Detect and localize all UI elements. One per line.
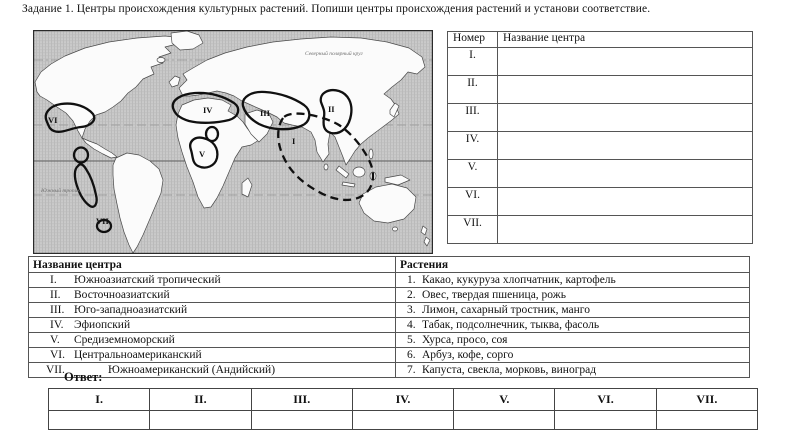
row-numeral: III. — [448, 104, 498, 132]
world-map-image — [33, 30, 433, 254]
answer-col-vii: VII. — [656, 389, 757, 411]
table-row — [448, 216, 753, 244]
answer-input-iv[interactable] — [352, 411, 453, 430]
map-label-vi: VI — [48, 115, 58, 125]
answer-col-i: I. — [49, 389, 150, 411]
map-label-ii: II — [328, 104, 335, 114]
plants-list: Овес, твердая пшеница, рожь — [422, 288, 566, 301]
answer-input-row — [49, 411, 758, 430]
center-numeral: IV. — [50, 318, 64, 331]
col-header-centers: Название центра — [29, 257, 396, 273]
answer-table — [48, 388, 758, 430]
table-row — [448, 104, 753, 132]
center-name: Эфиопский — [74, 318, 131, 331]
plants-list: Капуста, свекла, морковь, виноград — [422, 363, 597, 376]
center-item — [29, 348, 396, 363]
plants-number: 3. — [407, 303, 416, 316]
world-map — [33, 30, 433, 254]
table-row — [448, 76, 753, 104]
plants-item — [396, 273, 750, 288]
answer-input-i[interactable] — [49, 411, 150, 430]
row-numeral: V. — [448, 160, 498, 188]
plants-item — [396, 303, 750, 318]
table-row — [448, 48, 753, 76]
answer-col-ii: II. — [150, 389, 251, 411]
table-row — [29, 318, 750, 333]
plants-item — [396, 288, 750, 303]
plants-number: 7. — [407, 363, 416, 376]
table-row — [29, 348, 750, 363]
plants-list: Арбуз, кофе, сорго — [422, 348, 514, 361]
row-numeral: I. — [448, 48, 498, 76]
table-row — [29, 288, 750, 303]
iceland — [157, 58, 165, 63]
center-numeral: VII. — [46, 363, 65, 376]
answer-cell-vi[interactable] — [498, 188, 753, 216]
plants-item — [396, 333, 750, 348]
map-label-iii: III — [260, 108, 270, 118]
center-numeral: VI. — [50, 348, 66, 361]
row-numeral: II. — [448, 76, 498, 104]
center-item — [29, 273, 396, 288]
center-name: Южноамериканский (Андийский) — [108, 363, 276, 376]
center-name: Средиземноморский — [74, 333, 175, 346]
answer-cell-i[interactable] — [498, 48, 753, 76]
map-label-v: V — [199, 149, 206, 159]
table-row — [29, 273, 750, 288]
arctic-circle-caption: Северный полярный круг — [305, 51, 363, 57]
table-header-row — [448, 32, 753, 48]
center-name: Восточноазиатский — [74, 288, 170, 301]
plants-number: 4. — [407, 318, 416, 331]
plants-list: Хурса, просо, соя — [422, 333, 508, 346]
south-tropic-caption: Южный тропик — [41, 188, 80, 194]
answer-col-v: V. — [454, 389, 555, 411]
answer-input-v[interactable] — [454, 411, 555, 430]
table-row — [448, 132, 753, 160]
answer-cell-vii[interactable] — [498, 216, 753, 244]
center-item — [29, 303, 396, 318]
answer-cell-ii[interactable] — [498, 76, 753, 104]
col-header-plants: Растения — [396, 257, 750, 273]
answer-header-row — [49, 389, 758, 411]
table-row — [29, 363, 750, 378]
answer-cell-v[interactable] — [498, 160, 753, 188]
answer-input-iii[interactable] — [251, 411, 352, 430]
plants-list: Табак, подсолнечник, тыква, фасоль — [422, 318, 600, 331]
center-item — [29, 318, 396, 333]
center-item — [29, 333, 396, 348]
answer-input-ii[interactable] — [150, 411, 251, 430]
map-label-iv: IV — [203, 105, 213, 115]
center-numeral: II. — [50, 288, 61, 301]
task-title: Задание 1. Центры происхождения культурных растений. Попиши центры происхождения растений и установи соответствие. — [22, 3, 651, 15]
center-numeral: III. — [50, 303, 65, 316]
plants-item — [396, 348, 750, 363]
answer-label: Ответ: — [64, 370, 103, 384]
matching-table — [28, 256, 750, 378]
table-row — [29, 333, 750, 348]
answer-input-vii[interactable] — [656, 411, 757, 430]
plants-number: 1. — [407, 273, 416, 286]
philippines — [369, 149, 373, 159]
answer-cell-iii[interactable] — [498, 104, 753, 132]
center-numeral: V. — [50, 333, 60, 346]
plants-number: 6. — [407, 348, 416, 361]
sri-lanka — [324, 164, 328, 170]
map-label-i: I — [292, 136, 296, 146]
plants-list: Какао, кукуруза хлопчатник, картофель — [422, 273, 616, 286]
answer-col-iv: IV. — [352, 389, 453, 411]
plants-number: 5. — [407, 333, 416, 346]
row-numeral: VI. — [448, 188, 498, 216]
tasmania — [393, 227, 398, 231]
center-item — [29, 288, 396, 303]
table-row — [448, 160, 753, 188]
answer-cell-iv[interactable] — [498, 132, 753, 160]
plants-list: Лимон, сахарный тростник, манго — [422, 303, 590, 316]
center-name: Центральноамериканский — [74, 348, 202, 361]
table-header-row — [29, 257, 750, 273]
answer-col-vi: VI. — [555, 389, 656, 411]
plants-item — [396, 318, 750, 333]
table-row — [448, 188, 753, 216]
center-numeral: I. — [50, 273, 57, 286]
plants-item — [396, 363, 750, 378]
center-names-table — [447, 31, 753, 244]
answer-col-iii: III. — [251, 389, 352, 411]
row-numeral: VII. — [448, 216, 498, 244]
borneo — [353, 167, 365, 177]
col-header-center-name: Название центра — [498, 32, 753, 48]
center-name: Южноазиатский тропический — [74, 273, 221, 286]
row-numeral: IV. — [448, 132, 498, 160]
col-header-number: Номер — [448, 32, 498, 48]
plants-number: 2. — [407, 288, 416, 301]
center-name: Юго-западноазиатский — [74, 303, 188, 316]
table-row — [29, 303, 750, 318]
answer-input-vi[interactable] — [555, 411, 656, 430]
map-label-vii: VII — [96, 216, 109, 226]
